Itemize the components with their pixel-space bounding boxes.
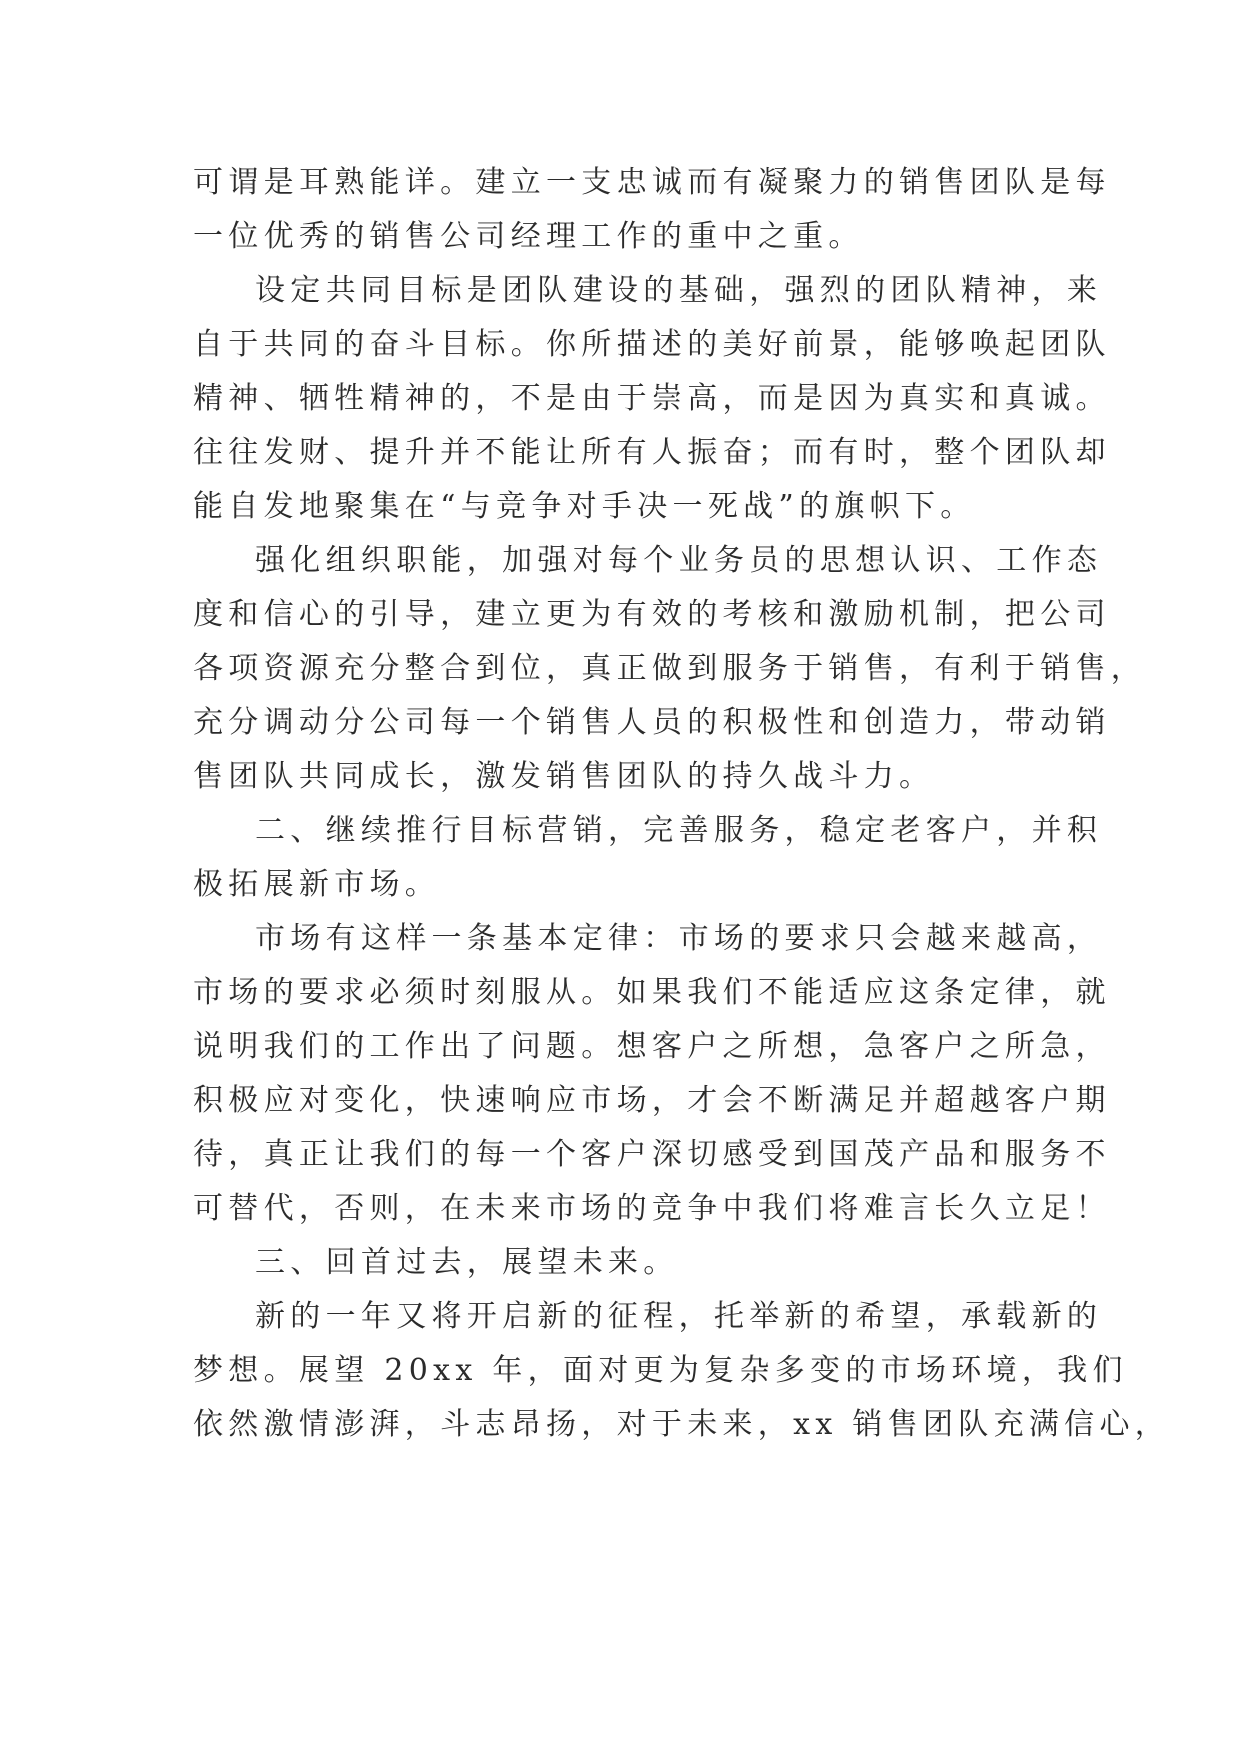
text-line: 依然激情澎湃，斗志昂扬，对于未来，xx 销售团队充满信心， (193, 1407, 1171, 1442)
text-line: 一位优秀的销售公司经理工作的重中之重。 (193, 219, 864, 254)
text-line: 强化组织职能，加强对每个业务员的思想认识、工作态 (255, 543, 1103, 578)
text-line: 二、继续推行目标营销，完善服务，稳定老客户，并积 (255, 813, 1103, 848)
text-line: 充分调动分公司每一个销售人员的积极性和创造力，带动销 (193, 705, 1111, 740)
text-line: 三、回首过去，展望未来。 (255, 1245, 679, 1280)
text-line: 梦想。展望 20xx 年，面对更为复杂多变的市场环境，我们 (193, 1353, 1128, 1388)
text-line: 各项资源充分整合到位，真正做到服务于销售，有利于销售， (193, 651, 1147, 686)
text-line: 售团队共同成长，激发销售团队的持久战斗力。 (193, 759, 935, 794)
text-line: 往往发财、提升并不能让所有人振奋；而有时，整个团队却 (193, 435, 1111, 470)
text-line: 度和信心的引导，建立更为有效的考核和激励机制，把公司 (193, 597, 1111, 632)
text-line: 市场有这样一条基本定律：市场的要求只会越来越高， (255, 921, 1103, 956)
text-line: 极拓展新市场。 (193, 867, 441, 902)
text-line: 可谓是耳熟能详。建立一支忠诚而有凝聚力的销售团队是每 (193, 165, 1111, 200)
document-body (193, 156, 1171, 1452)
text-line: 自于共同的奋斗目标。你所描述的美好前景，能够唤起团队 (193, 327, 1111, 362)
text-line: 精神、牺牲精神的，不是由于崇高，而是因为真实和真诚。 (193, 381, 1111, 416)
text-line: 积极应对变化，快速响应市场，才会不断满足并超越客户期 (193, 1083, 1111, 1118)
text-line: 可替代，否则，在未来市场的竞争中我们将难言长久立足！ (193, 1191, 1111, 1226)
text-line: 市场的要求必须时刻服从。如果我们不能适应这条定律，就 (193, 975, 1111, 1010)
text-line: 设定共同目标是团队建设的基础，强烈的团队精神，来 (255, 273, 1103, 308)
text-line: 说明我们的工作出了问题。想客户之所想，急客户之所急， (193, 1029, 1111, 1064)
text-line: 待，真正让我们的每一个客户深切感受到国茂产品和服务不 (193, 1137, 1111, 1172)
text-line: 能自发地聚集在“与竞争对手决一死战”的旗帜下。 (193, 489, 976, 524)
text-line: 新的一年又将开启新的征程，托举新的希望，承载新的 (255, 1299, 1103, 1334)
